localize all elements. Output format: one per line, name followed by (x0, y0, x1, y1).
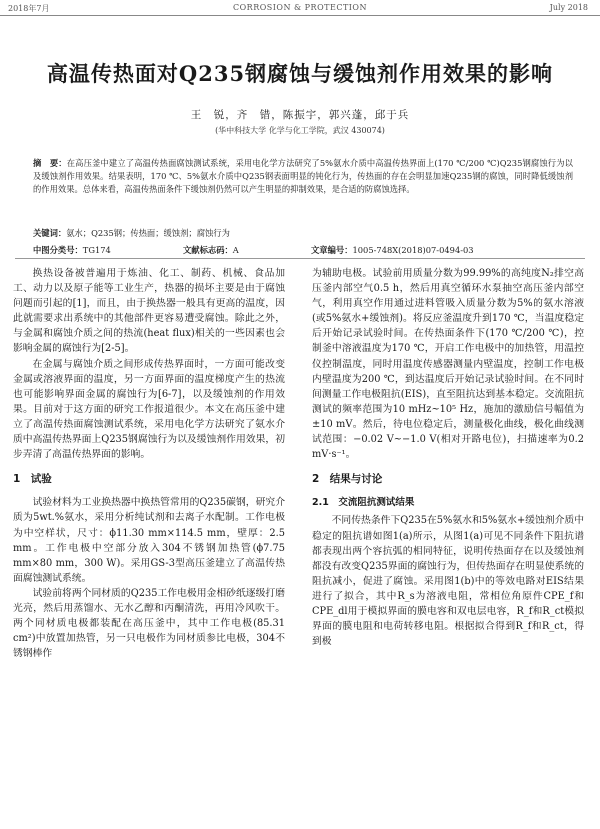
intro-paragraph-1: 换热设备被普遍用于炼油、化工、制药、机械、食品加工、动力以及原子能等工业生产，热器的损坏主要是由于腐蚀问题而引起的[1]，而且，由于换热器一般具有更高的温度，因此就需要求出系统中的其他部件更容易遭受腐蚀。除此之外，与金属和腐蚀介质之间的热流(heat flux)相关的一些因素也会影响金属的腐蚀行为[2-5]。 (13, 268, 285, 355)
clc-value: TG174 (82, 245, 111, 255)
section-heading-results: 2 结果与讨论 (312, 473, 383, 486)
right-column (312, 266, 584, 649)
running-head-date: 2018年7月 (8, 4, 50, 13)
doc-code-value: A (232, 245, 239, 255)
clc-label: 中图分类号： (33, 245, 83, 255)
results-paragraph-1: 不同传热条件下Q235在5%氨水和5%氨水+缓蚀剂介质中稳定的阻抗谱如图1(a)所示，从图1(a)可见不同条件下阻抗谱都表现出两个容抗弧的相同特征，说明传热面存在以及缓蚀剂都没有改变Q235界面的腐蚀行为，但传热面存在明显使系统的阻抗减小，促进了腐蚀。采用图1(b)中的等效电路对EIS结果进行了拟合，其中R_s为溶液电阻，常相位角原件CPE_f和CPE_dl用于模拟界面的膜电容和双电层电容，R_f和R_ct模拟界面的膜电阻和电荷转移电阻。根据拟合得到R_f和R_ct，得到极 (312, 515, 584, 648)
article-id-label: 文章编号： (311, 245, 353, 255)
affiliation: (华中科技大学 化学与化工学院，武汉 430074) (215, 126, 385, 135)
subsection-heading-eis: 2.1 交流阻抗测试结果 (312, 497, 415, 509)
keywords-text: 氨水；Q235钢；传热面；缓蚀剂；腐蚀行为 (66, 228, 230, 238)
intro-paragraph-2: 在金属与腐蚀介质之间形成传热界面时，一方面可能改变金属或溶液界面的温度，另一方面界面的温度梯度产生的热流也可能影响界面金属的腐蚀行为[6-7]，以及缓蚀剂的作用效果。目前对于这方面的研究工作报道很少。本文在高压釜中建立了高温传热面腐蚀测试系统，采用电化学方法研究了氨水介质中高温传热界面上Q235钢腐蚀行为以及缓蚀剂作用效果，初步弄清了高温传热界面的影响。 (13, 358, 285, 461)
article-title: 高温传热面对Q235钢腐蚀与缓蚀剂作用效果的影响 (46, 61, 554, 86)
doc-code-label: 文献标志码： (183, 245, 233, 255)
article-id (311, 244, 474, 256)
abstract-text: 在高压釜中建立了高温传热面腐蚀测试系统，采用电化学方法研究了5%氨水介质中高温传热界面上(170 ℃/200 ℃)Q235钢腐蚀行为以及缓蚀剂作用效果。结果表明，170 ℃、5%氨水介质中Q235钢表面明显的钝化行为，传热面的存在会明显加速Q235钢的腐蚀，同时降低缓蚀剂的作用效果。总体来看，高温传热面条件下缓蚀剂仍然可以产生明显的抑制效果，是合适的防腐蚀选择。 (33, 158, 573, 194)
header-divider (15, 258, 585, 259)
section-heading-experiment: 1 试验 (13, 473, 52, 486)
article-id-value: 1005-748X(2018)07-0494-03 (352, 245, 474, 255)
running-head (0, 0, 600, 16)
experiment-paragraph-2: 试验前将两个同材质的Q235工作电极用金相砂纸逐级打磨光亮，然后用蒸馏水、无水乙醇和丙酮清洗，再用冷风吹干。两个同材质电极都装配在高压釜中，其中工作电极(85.31 cm²)中放置加热管，另一只电极作为同材质参比电极，304不锈钢棒作 (13, 587, 285, 660)
keywords (33, 227, 573, 239)
abstract-label: 摘 要： (33, 158, 67, 168)
left-column (13, 266, 285, 661)
doc-code (183, 244, 239, 256)
keywords-label: 关键词： (33, 228, 67, 238)
experiment-paragraph-3: 为辅助电极。试验前用质量分数为99.99%的高纯度N₂排空高压釜内部空气0.5 h，然后用真空循环水泵抽空高压釜内部空气，利用真空作用通过进料管吸入质量分数为5%的氨水溶液(或5%氨水+缓蚀剂)。将反应釜温度升到170 ℃，当温度稳定后开始记录试验时间。在传热面条件下(170 ℃/200 ℃)，控制釜中溶液温度为170 ℃，开启工作电极中的加热管，用温控仪控制温度，同时用温度传感器测量内壁温度，控制工作电极内壁温度为200 ℃，到达温度后开始记录试验时间。在不同时间测量工作电极阻抗(EIS)，直至阻抗达到基本稳定。交流阻抗测试的频率范围为10 mHz~10⁵ Hz，施加的激励信号幅值为±10 mV。然后，待电位稳定后，测量极化曲线，极化曲线测试范围：−0.02 V~−1.0 V(相对开路电位)，扫描速率为0.2 mV·s⁻¹。 (312, 268, 584, 461)
running-head-date-en: July 2018 (549, 3, 588, 12)
authors: 王 锐，齐 错，陈振宇，郭兴蓬，邱于兵 (190, 109, 410, 121)
abstract (33, 157, 573, 196)
experiment-paragraph-1: 试验材料为工业换热器中换热管常用的Q235碳钢，研究介质为5wt.%氨水，采用分析纯试剂和去离子水配制。工作电极为中空样状，尺寸：ϕ11.30 mm×114.5 mm，壁厚：2.5 mm。工作电极中空部分放入304不锈钢加热管(ϕ7.75 mm×80 mm，300 W)。采用GS-3型高压釜建立了高温传热面腐蚀测试系统。 (13, 497, 285, 584)
clc-number (33, 244, 111, 256)
article-meta (33, 244, 573, 255)
running-head-journal: CORROSION & PROTECTION (232, 3, 367, 12)
